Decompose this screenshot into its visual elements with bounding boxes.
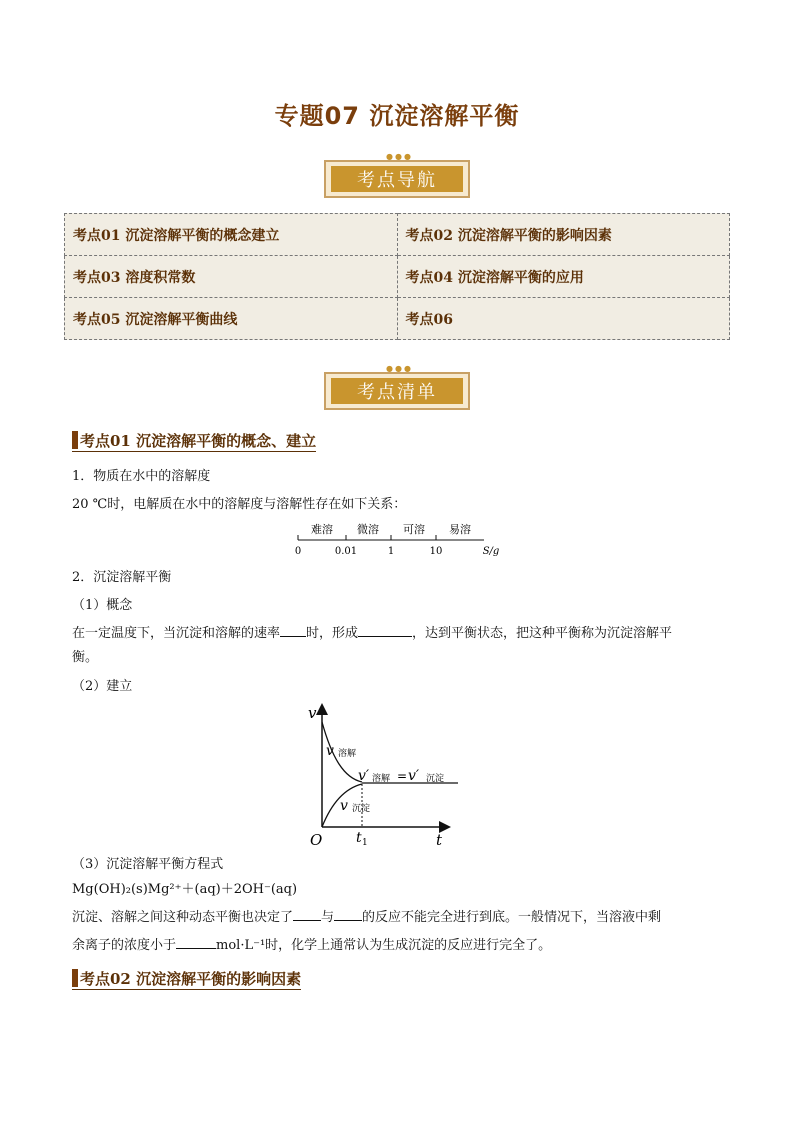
concept-text: 在一定温度下，当沉淀和溶解的速率 <box>72 626 281 641</box>
scale-tick-label: 0.01 <box>334 546 358 557</box>
origin-label: O <box>310 831 323 849</box>
dynamic-line-1 <box>72 906 661 928</box>
fill-blank[interactable] <box>176 934 216 949</box>
list-banner-label: 考点清单 <box>331 378 463 404</box>
dissolve-v-label: v <box>326 743 334 759</box>
scale-tick-label: 0 <box>294 546 302 557</box>
scale-tick-label: 1 <box>387 546 395 557</box>
scale-category: 可溶 <box>403 523 425 536</box>
sub3-title: （3）沉淀溶解平衡方程式 <box>72 857 224 872</box>
banner-dots-icon: ●●● <box>386 152 413 161</box>
t1-subscript: 1 <box>362 838 368 848</box>
eq-v-prime: v′ <box>358 768 370 784</box>
nav-banner <box>324 152 470 198</box>
fill-blank[interactable] <box>293 906 321 921</box>
concept-line-2: 衡。 <box>72 650 99 665</box>
page-title: 专题07 沉淀溶解平衡 <box>274 102 520 130</box>
section-heading-02 <box>72 968 301 990</box>
y-axis-label: v <box>308 704 317 722</box>
precip-v-label: v <box>340 798 348 814</box>
fill-blank[interactable] <box>358 622 412 637</box>
fill-blank[interactable] <box>334 906 362 921</box>
concept-text: ，达到平衡状态，把这种平衡称为沉淀溶解平 <box>412 626 673 641</box>
scale-axis-label: S/g <box>482 546 500 557</box>
scale-tick-label: 10 <box>429 546 443 557</box>
eq-v-prime-2: v′ <box>408 768 420 784</box>
scale-category: 易溶 <box>449 523 471 536</box>
nav-cell-06[interactable]: 考点06 <box>397 298 730 340</box>
rate-time-graph <box>300 700 460 850</box>
sub1-title: （1）概念 <box>72 598 133 613</box>
dynamic-text: 沉淀、溶解之间这种动态平衡也决定了 <box>72 910 294 925</box>
dynamic-text: 与 <box>321 910 335 925</box>
item1-title: 1．物质在水中的溶解度 <box>72 469 211 484</box>
banner-dots-icon: ●●● <box>386 364 413 373</box>
nav-cell-04[interactable]: 考点04 沉淀溶解平衡的应用 <box>397 256 730 298</box>
section-heading-text: 考点01 沉淀溶解平衡的概念、建立 <box>80 431 317 450</box>
dynamic-line-2 <box>72 934 551 956</box>
eq-precip-label: 沉淀 <box>426 774 445 784</box>
table-row <box>65 214 730 256</box>
scale-category: 微溶 <box>357 523 379 536</box>
solubility-scale <box>288 518 508 560</box>
eq-sign: = <box>397 769 408 783</box>
heading-bar-icon <box>72 431 78 449</box>
dynamic-text: mol·L⁻¹时，化学上通常认为生成沉淀的反应进行完全了。 <box>216 938 552 953</box>
nav-banner-label: 考点导航 <box>331 166 463 192</box>
item2-title: 2．沉淀溶解平衡 <box>72 570 172 585</box>
nav-cell-03[interactable]: 考点03 溶度积常数 <box>65 256 398 298</box>
section-heading-text: 考点02 沉淀溶解平衡的影响因素 <box>80 969 302 988</box>
sub2-title: （2）建立 <box>72 679 133 694</box>
nav-cell-02[interactable]: 考点02 沉淀溶解平衡的影响因素 <box>397 214 730 256</box>
section-heading-01 <box>72 430 316 452</box>
nav-cell-01[interactable]: 考点01 沉淀溶解平衡的概念建立 <box>65 214 398 256</box>
scale-category: 难溶 <box>311 523 333 536</box>
topic-nav-table <box>64 213 730 340</box>
t1-label: t <box>356 830 362 846</box>
dissolve-label: 溶解 <box>338 749 357 759</box>
nav-cell-05[interactable]: 考点05 沉淀溶解平衡曲线 <box>65 298 398 340</box>
fill-blank[interactable] <box>280 622 306 637</box>
table-row <box>65 256 730 298</box>
dynamic-text: 余离子的浓度小于 <box>72 938 177 953</box>
dynamic-text: 的反应不能完全进行到底。一般情况下，当溶液中剩 <box>362 910 662 925</box>
concept-text: 时，形成 <box>306 626 359 641</box>
heading-bar-icon <box>72 969 78 987</box>
eq-dissolve-label: 溶解 <box>372 774 391 784</box>
x-axis-label: t <box>436 831 443 849</box>
list-banner <box>324 364 470 410</box>
table-row <box>65 298 730 340</box>
equilibrium-equation: Mg(OH)₂(s)Mg²⁺＋(aq)＋2OH⁻(aq) <box>72 882 298 897</box>
item1-text: 20 ℃时，电解质在水中的溶解度与溶解性存在如下关系： <box>72 497 407 512</box>
concept-line-1 <box>72 622 672 644</box>
precip-label: 沉淀 <box>352 804 371 814</box>
